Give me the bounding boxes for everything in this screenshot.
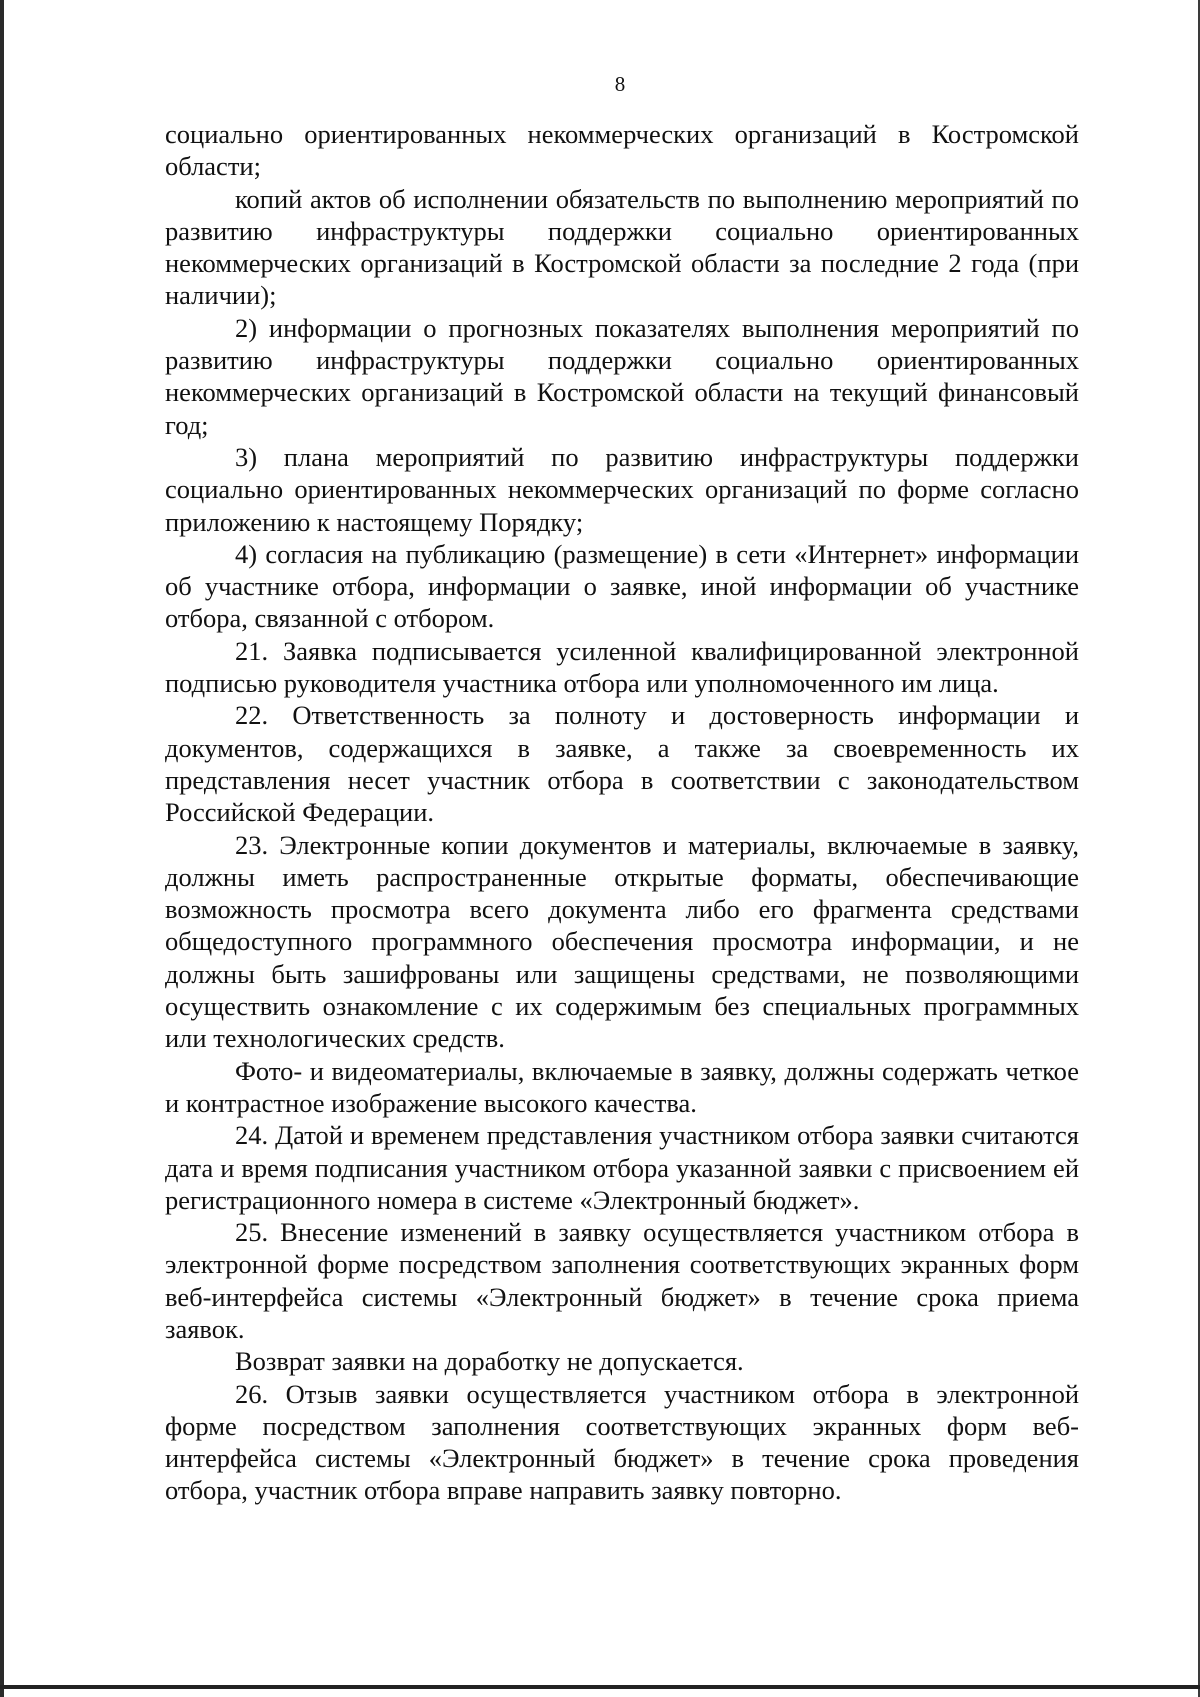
paragraph-item-3: 3) плана мероприятий по развитию инфраструктуры поддержки социально ориентированных некоммерческих организаций по форме согласно приложению к настоящему Порядку; — [165, 441, 1079, 537]
paragraph-return-not-allowed: Возврат заявки на доработку не допускается. — [235, 1346, 744, 1377]
paragraph-continuation: социально ориентированных некоммерческих организаций в Костромской области; — [165, 119, 1079, 182]
paragraph-copies-of-acts: копий актов об исполнении обязательств по выполнению мероприятий по развитию инфраструктуры поддержки социально ориентированных некоммерческих организаций в Костромской области за последние 2 года (при наличии); — [165, 183, 1079, 311]
paragraph-item-4: 4) согласия на публикацию (размещение) в сети «Интернет» информации об участнике отбора, информации о заявке, иной информации об участнике отбора, связанной с отбором. — [165, 538, 1079, 634]
paragraph-clause-24: 24. Датой и временем представления участником отбора заявки считаются дата и время подписания участником отбора указанной заявки с присвоением ей регистрационного номера в системе «Электронный бюджет». — [165, 1120, 1079, 1215]
scan-edge-bottom — [0, 1685, 1200, 1689]
document-body — [165, 118, 1079, 1507]
paragraph-clause-21: 21. Заявка подписывается усиленной квалифицированной электронной подписью руководителя участника отбора или уполномоченного им лица. — [165, 635, 1079, 699]
paragraph-item-2: 2) информации о прогнозных показателях выполнения мероприятий по развитию инфраструктуры поддержки социально ориентированных некоммерческих организаций в Костромской области на текущий финансовый год; — [165, 312, 1079, 440]
paragraph-clause-26: 26. Отзыв заявки осуществляется участником отбора в электронной форме посредством заполнения соответствующих экранных форм веб-интерфейса системы «Электронный бюджет» в течение срока проведения отбора, участник отбора вправе направить заявку повторно. — [165, 1378, 1079, 1506]
page-number: 8 — [614, 72, 626, 96]
paragraph-clause-22: 22. Ответственность за полноту и достоверность информации и документов, содержащихся в заявке, а также за своевременность их представления несет участник отбора в соответствии с законодательством Российской Федерации. — [165, 700, 1079, 828]
scan-edge-left — [0, 0, 4, 1697]
paragraph-clause-25: 25. Внесение изменений в заявку осуществляется участником отбора в электронной форме посредством заполнения соответствующих экранных форм веб-интерфейса системы «Электронный бюджет» в течение срока приема заявок. — [165, 1217, 1079, 1344]
paragraph-photo-video: Фото- и видеоматериалы, включаемые в заявку, должны содержать четкое и контрастное изображение высокого качества. — [165, 1055, 1079, 1118]
paragraph-clause-23: 23. Электронные копии документов и материалы, включаемые в заявку, должны иметь распространенные открытые форматы, обеспечивающие возможность просмотра всего документа либо его фрагмента средствами общедоступного программного обеспечения просмотра информации, и не должны быть зашифрованы или защищены средствами, не позволяющими осуществить ознакомление с их содержимым без специальных программных или технологических средств. — [165, 829, 1079, 1054]
